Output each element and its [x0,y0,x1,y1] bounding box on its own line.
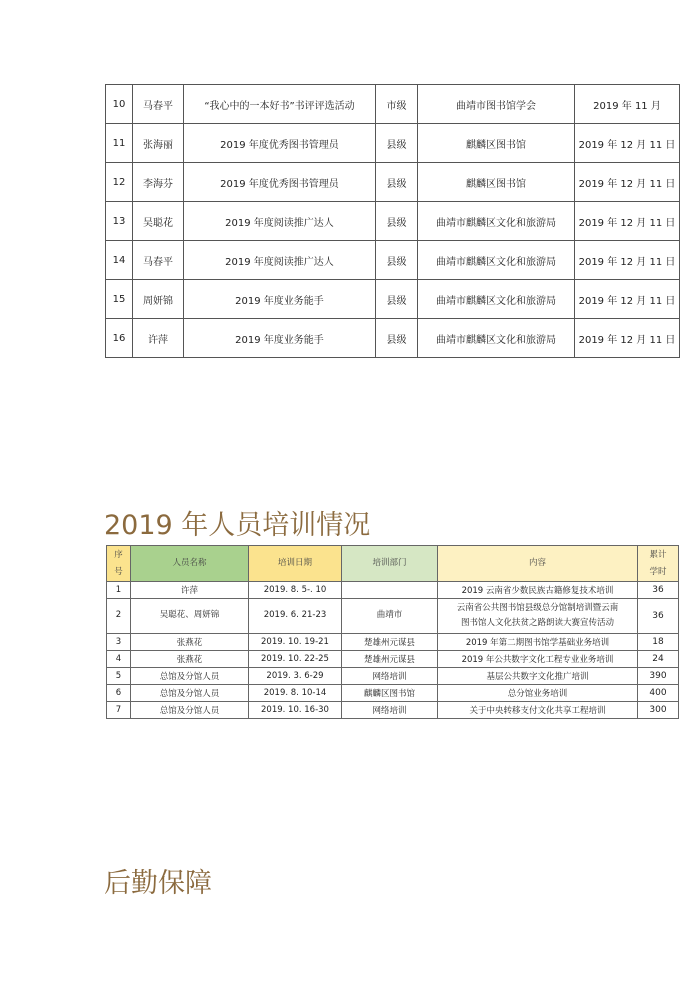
header-hours-line2: 学时 [649,566,667,577]
training-content [438,651,638,668]
table-row [107,685,679,702]
training-hours: 24 [638,651,679,668]
training-date: 2019. 10. 16-30 [249,702,342,719]
table-row [107,634,679,651]
award-no: 16 [106,319,133,358]
logistics-section-title: 后勤保障 [104,868,212,899]
award-no: 10 [106,85,133,124]
training-dept: 网络培训 [342,702,438,719]
table-row [106,280,680,319]
training-content-line1: 基层公共数字文化推广培训 [486,672,589,682]
training-section-title: 2019 年人员培训情况 [104,510,371,541]
training-date: 2019. 10. 19-21 [249,634,342,651]
table-row [106,241,680,280]
header-content: 内容 [438,546,638,582]
training-content [438,702,638,719]
award-title: 2019 年度优秀图书管理员 [184,124,376,163]
award-issuer: 曲靖市图书馆学会 [418,85,575,124]
training-table [106,545,679,719]
training-hours: 36 [638,582,679,599]
table-row [107,599,679,634]
award-level: 县级 [376,319,418,358]
table-row [106,124,680,163]
training-date: 2019. 8. 5-. 10 [249,582,342,599]
training-hours: 300 [638,702,679,719]
training-date: 2019. 6. 21-23 [249,599,342,634]
award-no: 14 [106,241,133,280]
training-no: 1 [107,582,131,599]
training-content-line1: 2019 年公共数字文化工程专业业务培训 [461,655,614,665]
award-title: 2019 年度阅读推广达人 [184,241,376,280]
award-no: 12 [106,163,133,202]
training-content-line1: 2019 云南省少数民族古籍修复技术培训 [461,586,614,596]
training-dept [342,582,438,599]
training-no: 3 [107,634,131,651]
award-level: 县级 [376,280,418,319]
training-hours: 18 [638,634,679,651]
award-date: 2019 年 12 月 11 日 [575,124,680,163]
award-level: 县级 [376,202,418,241]
training-dept: 麒麟区图书馆 [342,685,438,702]
award-date: 2019 年 12 月 11 日 [575,280,680,319]
award-title: 2019 年度优秀图书管理员 [184,163,376,202]
award-level: 县级 [376,163,418,202]
training-dept: 曲靖市 [342,599,438,634]
award-person: 许萍 [133,319,184,358]
awards-table [105,84,680,358]
header-name: 人员名称 [131,546,249,582]
training-content-line2: 图书馆人文化扶贫之路朗读大赛宣传活动 [460,618,614,628]
training-content-line1: 总分馆业务培训 [507,689,568,699]
header-no-line1: 序 [114,550,123,561]
training-content-line1: 关于中央转移支付文化共享工程培训 [469,706,606,716]
training-date: 2019. 10. 22-25 [249,651,342,668]
training-person: 吴聪花、周妍锦 [131,599,249,634]
award-person: 吴聪花 [133,202,184,241]
training-date: 2019. 3. 6-29 [249,668,342,685]
award-issuer: 曲靖市麒麟区文化和旅游局 [418,319,575,358]
training-hours: 390 [638,668,679,685]
training-content [438,685,638,702]
award-title: 2019 年度业务能手 [184,319,376,358]
training-no: 5 [107,668,131,685]
award-title: 2019 年度业务能手 [184,280,376,319]
training-person: 许萍 [131,582,249,599]
award-issuer: 曲靖市麒麟区文化和旅游局 [418,241,575,280]
training-person: 总馆及分馆人员 [131,668,249,685]
award-no: 13 [106,202,133,241]
header-date: 培训日期 [249,546,342,582]
training-content [438,634,638,651]
training-person: 张燕花 [131,634,249,651]
training-person: 总馆及分馆人员 [131,685,249,702]
training-no: 2 [107,599,131,634]
award-issuer: 麒麟区图书馆 [418,124,575,163]
training-person: 总馆及分馆人员 [131,702,249,719]
award-date: 2019 年 12 月 11 日 [575,319,680,358]
award-no: 11 [106,124,133,163]
award-person: 李海芬 [133,163,184,202]
training-no: 4 [107,651,131,668]
training-person: 张燕花 [131,651,249,668]
training-content [438,668,638,685]
training-hours: 400 [638,685,679,702]
award-no: 15 [106,280,133,319]
training-content [438,599,638,634]
training-content-line1: 云南省公共图书馆县级总分馆制培训暨云南 [456,602,619,613]
award-person: 张海丽 [133,124,184,163]
award-person: 马春平 [133,85,184,124]
training-hours: 36 [638,599,679,634]
award-person: 周妍锦 [133,280,184,319]
header-hours-line1: 累计 [649,550,667,561]
award-title: 2019 年度阅读推广达人 [184,202,376,241]
header-dept: 培训部门 [342,546,438,582]
award-date: 2019 年 11 月 [575,85,680,124]
training-date: 2019. 8. 10-14 [249,685,342,702]
training-content [438,582,638,599]
header-hours [638,546,679,582]
award-person: 马春平 [133,241,184,280]
table-row [107,702,679,719]
training-no: 7 [107,702,131,719]
table-row [106,163,680,202]
award-level: 市级 [376,85,418,124]
award-title: “我心中的一本好书”书评评选活动 [184,85,376,124]
training-dept: 楚雄州元谋县 [342,634,438,651]
award-date: 2019 年 12 月 11 日 [575,163,680,202]
award-level: 县级 [376,124,418,163]
table-row [106,202,680,241]
award-date: 2019 年 12 月 11 日 [575,202,680,241]
award-date: 2019 年 12 月 11 日 [575,241,680,280]
award-level: 县级 [376,241,418,280]
award-issuer: 曲靖市麒麟区文化和旅游局 [418,202,575,241]
training-dept: 网络培训 [342,668,438,685]
header-no [107,546,131,582]
award-issuer: 麒麟区图书馆 [418,163,575,202]
table-row [107,582,679,599]
training-content-line1: 2019 年第二期图书馆学基础业务培训 [465,638,610,648]
table-row [106,319,680,358]
table-row [107,651,679,668]
award-issuer: 曲靖市麒麟区文化和旅游局 [418,280,575,319]
table-header-row [107,546,679,582]
table-row [106,85,680,124]
table-row [107,668,679,685]
training-dept: 楚雄州元谋县 [342,651,438,668]
training-no: 6 [107,685,131,702]
header-no-line2: 号 [114,566,123,577]
